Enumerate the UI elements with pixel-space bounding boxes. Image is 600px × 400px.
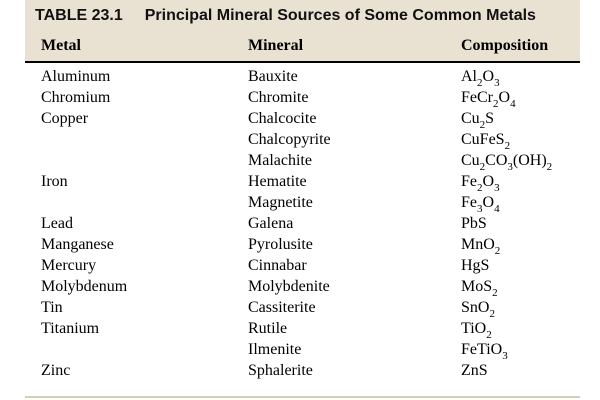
composition-cell (461, 278, 498, 299)
header-rule (25, 61, 580, 63)
formula-subscript: 2 (493, 98, 499, 110)
table-row (25, 131, 580, 152)
composition-cell (461, 215, 487, 233)
table-row (25, 89, 580, 110)
mineral-cell: Chromite (248, 89, 309, 106)
formula-text: O (482, 68, 495, 85)
bottom-rule (25, 396, 580, 398)
table-row (25, 236, 580, 257)
mineral-cell: Chalcocite (248, 110, 317, 127)
mineral-cell: Molybdenite (248, 278, 330, 295)
metal-cell: Titanium (41, 320, 100, 337)
metal-cell: Molybdenum (41, 278, 128, 295)
mineral-cell: Malachite (248, 152, 312, 169)
table-row (25, 341, 580, 362)
formula-text: Fe (461, 194, 477, 211)
formula-subscript: 3 (502, 350, 508, 362)
formula-text: TiO (461, 320, 487, 337)
formula-text: SnO (461, 299, 490, 316)
table-row (25, 278, 580, 299)
formula-subscript: 3 (507, 161, 513, 173)
composition-cell (461, 89, 516, 110)
composition-cell (461, 68, 500, 89)
mineral-cell: Cassiterite (248, 299, 316, 316)
formula-subscript: 2 (489, 308, 495, 320)
table-body (25, 68, 580, 383)
mineral-cell: Pyrolusite (248, 236, 313, 253)
table-row (25, 299, 580, 320)
formula-subscript: 2 (492, 287, 498, 299)
composition-cell (461, 362, 488, 380)
formula-text: MoS (461, 278, 493, 295)
mineral-cell: Cinnabar (248, 257, 307, 274)
mineral-cell: Bauxite (248, 68, 298, 85)
composition-cell (461, 299, 495, 320)
formula-subscript: 2 (479, 161, 486, 173)
formula-subscript: 2 (486, 329, 492, 341)
formula-subscript: 4 (494, 203, 500, 215)
composition-cell (461, 320, 492, 341)
formula-text: CO (485, 152, 508, 169)
header-metal: Metal (41, 37, 81, 54)
mineral-cell: Rutile (248, 320, 288, 337)
composition-cell (461, 152, 553, 173)
mineral-cell: Chalcopyrite (248, 131, 331, 148)
metal-cell: Chromium (41, 89, 111, 106)
formula-text: Cu (461, 110, 480, 127)
formula-text: O (482, 194, 495, 211)
formula-text: O (498, 89, 511, 106)
formula-text: ZnS (461, 362, 488, 379)
table-row (25, 173, 580, 194)
table-row (25, 110, 580, 131)
metal-cell: Lead (41, 215, 73, 232)
table-row (25, 152, 580, 173)
composition-cell (461, 341, 508, 362)
composition-cell (461, 194, 500, 215)
formula-subscript: 2 (546, 161, 553, 173)
table-header-row (25, 32, 580, 61)
mineral-cell: Sphalerite (248, 362, 313, 379)
formula-subscript: 3 (477, 203, 483, 215)
header-composition: Composition (461, 37, 549, 54)
table-row (25, 257, 580, 278)
mineral-cell: Magnetite (248, 194, 313, 211)
composition-cell (461, 173, 500, 194)
table-label: TABLE 23.1 (35, 7, 123, 24)
table-row (25, 320, 580, 341)
formula-text: MnO (461, 236, 495, 253)
table-title: Principal Mineral Sources of Some Common Metals (144, 7, 536, 24)
formula-text: Al (461, 68, 477, 85)
composition-cell (461, 257, 489, 275)
formula-subscript: 2 (477, 182, 483, 194)
header-mineral: Mineral (248, 37, 304, 54)
formula-text: CuFeS (461, 131, 505, 148)
formula-text: O (482, 173, 495, 190)
formula-subscript: 2 (494, 245, 501, 257)
composition-cell (461, 131, 511, 152)
metal-cell: Aluminum (41, 68, 111, 85)
formula-text: S (485, 110, 495, 127)
mineral-cell: Hematite (248, 173, 307, 190)
table-row (25, 68, 580, 89)
metal-cell: Copper (41, 110, 89, 127)
formula-text: (OH) (512, 152, 547, 169)
formula-subscript: 2 (504, 140, 511, 152)
mineral-table (25, 0, 580, 400)
table-row (25, 215, 580, 236)
metal-cell: Zinc (41, 362, 71, 379)
metal-cell: Mercury (41, 257, 97, 274)
formula-subscript: 4 (510, 98, 516, 110)
metal-cell: Iron (41, 173, 68, 190)
table-row (25, 362, 580, 383)
formula-text: PbS (461, 215, 487, 232)
formula-subscript: 2 (479, 119, 486, 131)
table-row (25, 194, 580, 215)
metal-cell: Manganese (41, 236, 114, 253)
formula-text: FeCr (461, 89, 493, 106)
mineral-cell: Ilmenite (248, 341, 302, 358)
table-title-bar (25, 0, 580, 32)
formula-text: HgS (461, 257, 490, 274)
formula-text: FeTiO (461, 341, 503, 358)
formula-text: Cu (461, 152, 480, 169)
mineral-cell: Galena (248, 215, 294, 232)
formula-subscript: 3 (494, 77, 500, 89)
metal-cell: Tin (41, 299, 63, 316)
composition-cell (461, 110, 495, 131)
composition-cell (461, 236, 501, 257)
formula-text: Fe (461, 173, 477, 190)
formula-subscript: 2 (477, 77, 483, 89)
formula-subscript: 3 (494, 182, 500, 194)
